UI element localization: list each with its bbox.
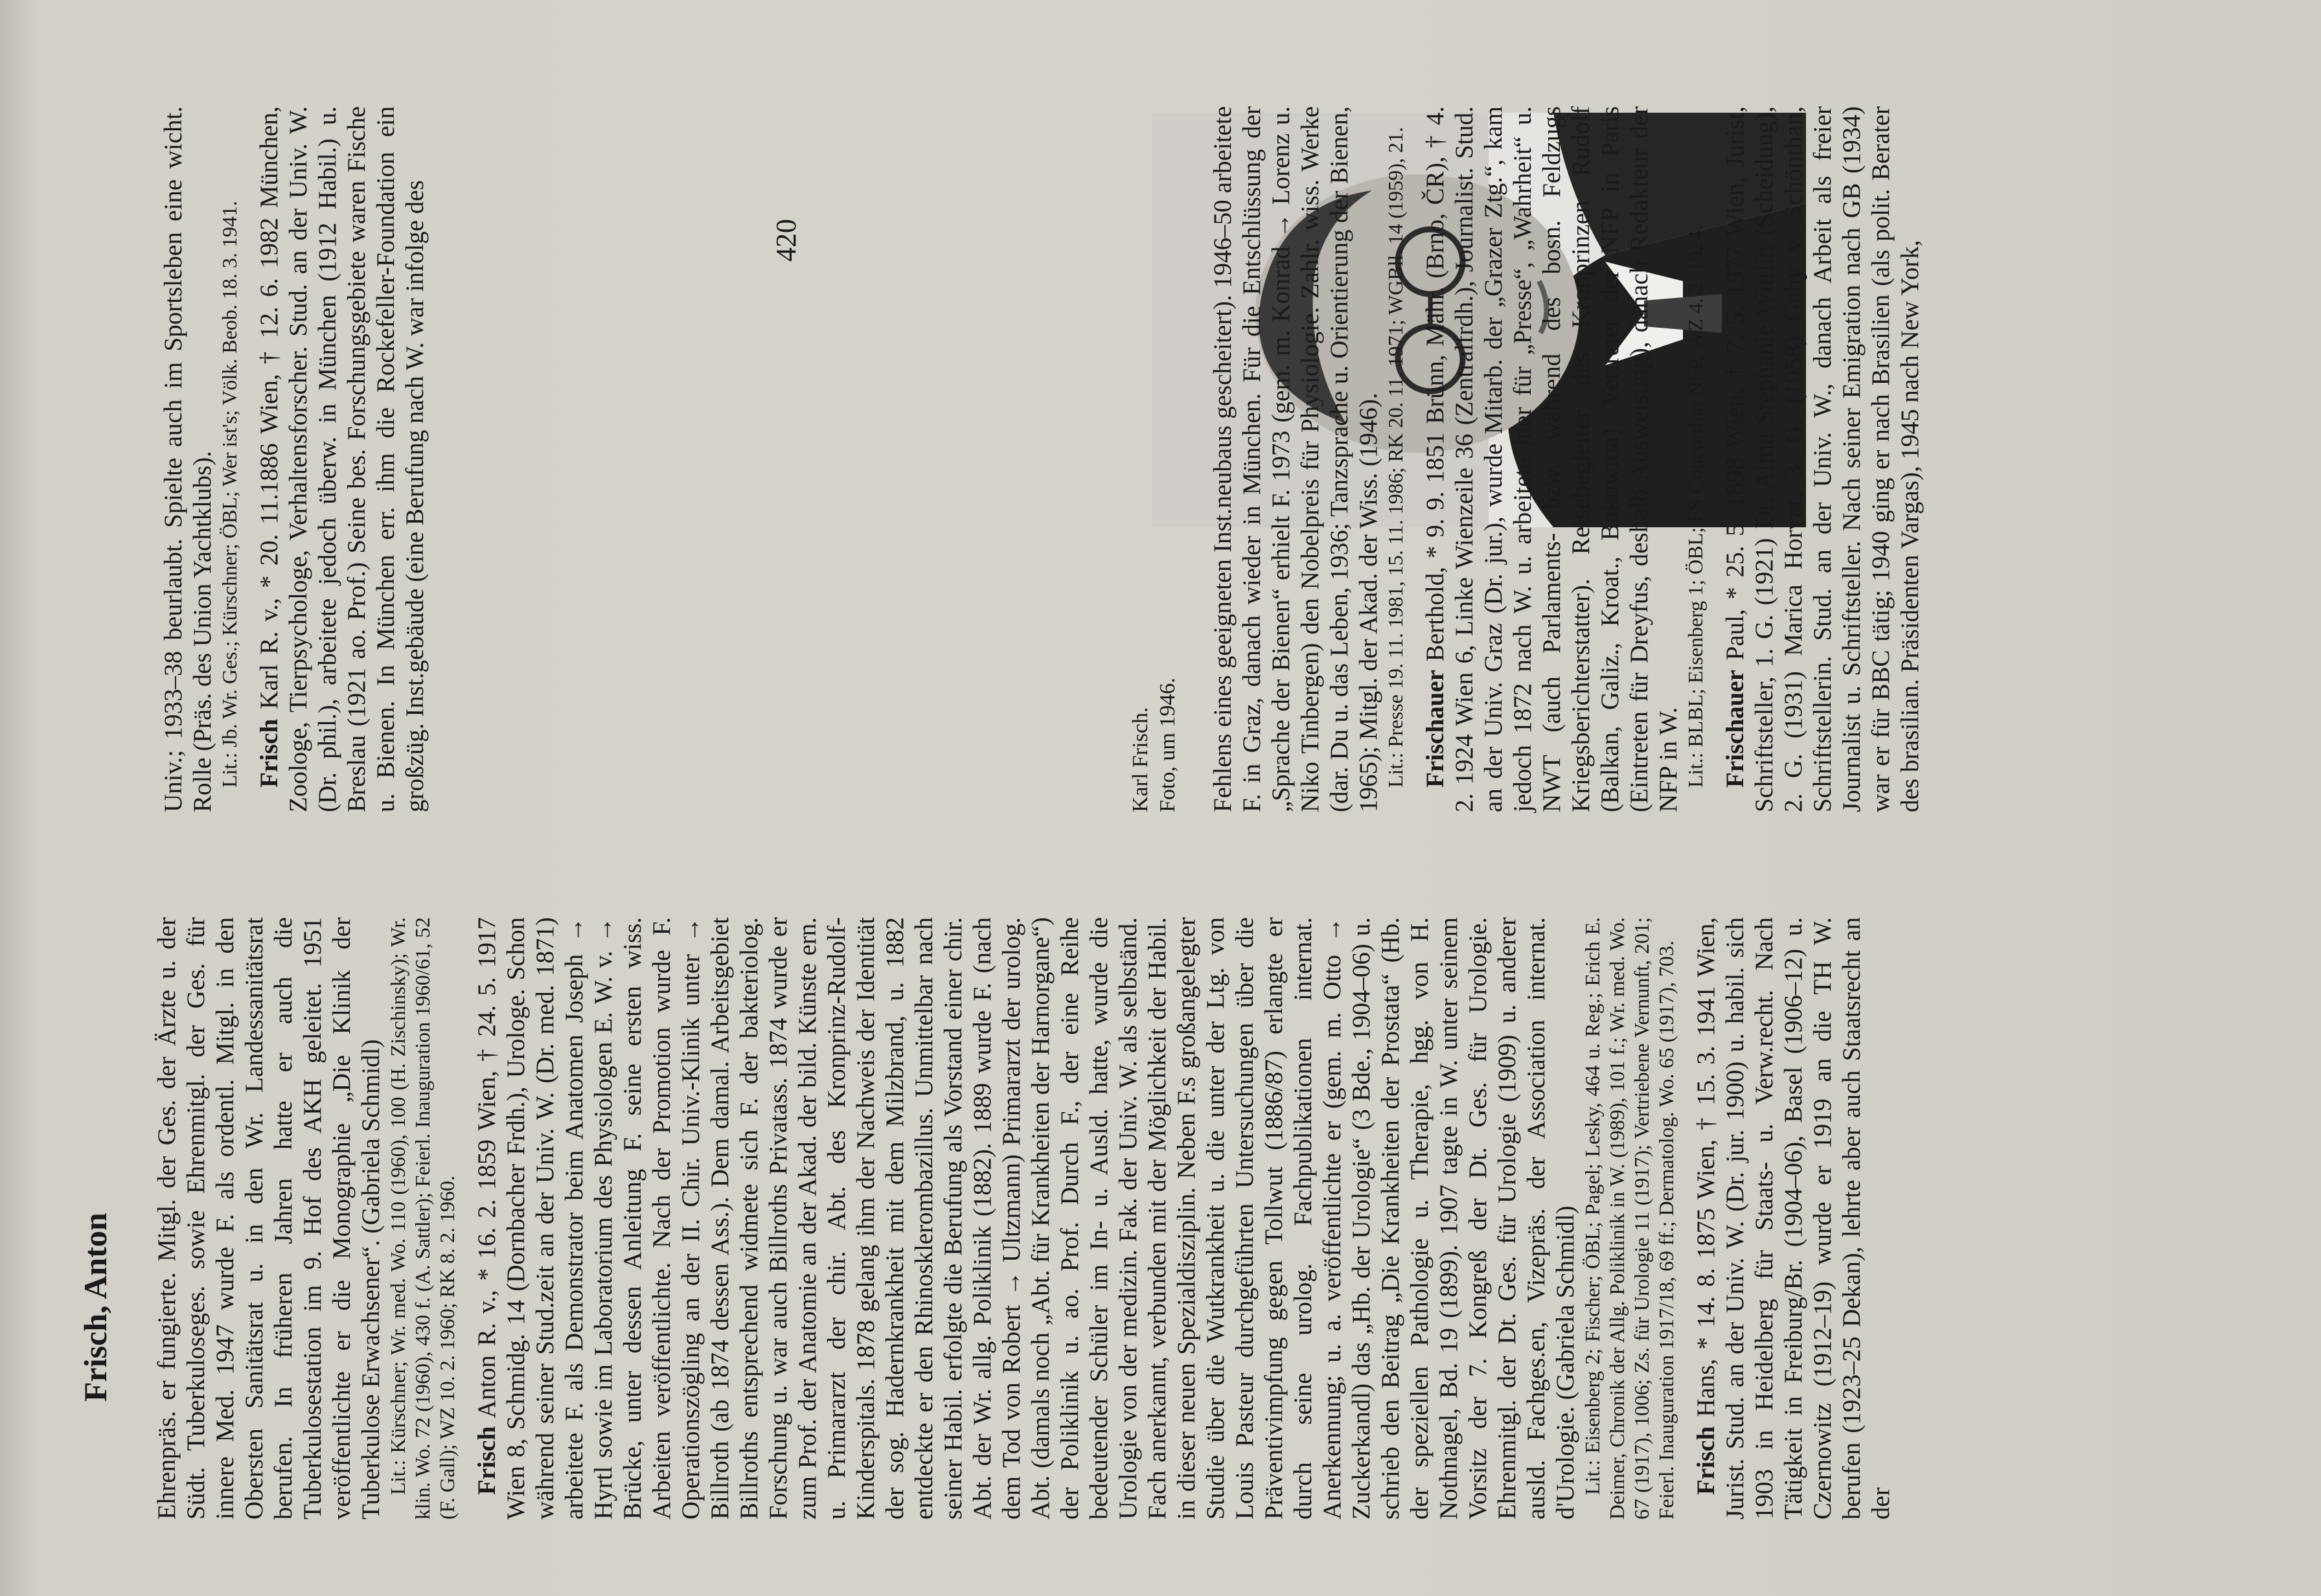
- entry-text: Hans, * 14. 8. 1875 Wien, † 15. 3. 1941 Wien, Jurist. Stud. an der Univ. W. (Dr. jur. 1900) u. habil. sich 1903 in Heidelberg für Staats- u. Verw.recht. Nach Tätigkeit in Freiburg/Br. (1904–06), Basel (1906–12) u. Czernowitz (1912–19) wurde er 1919 an die TH W. berufen (1923–25 Dekan), lehrte aber auch Staatsrecht an der: [1692, 917, 1895, 1520]
- literature-note: Lit.: Eisenberg 2; Fischer; ÖBL; Pagel; Lesky, 464 u. Reg.; Erich E. Deimer, Chronik der Allg. Poliklinik in W. (1989), 101 f.; Wr. med. Wo. 67 (1917), 1006; Zs. für Urologie 11 (1917); Vertriebene Vernunft, 201; Feierl. Inauguration 1917/18, 69 ff.; Dermatolog. Wo. 65 (1917), 703.: [1581, 917, 1678, 1520]
- caption-line: Foto, um 1946.: [1156, 678, 1180, 812]
- page-number: 420: [770, 219, 802, 262]
- entry-anton-frisch: [472, 917, 1580, 1520]
- entry-berthold-frischauer: [1421, 106, 1683, 812]
- literature-note: Lit.: BLBL; Eisenberg 1; ÖBL; FS Concordia; NFP, WZ 4. 2. 1924.: [1684, 225, 1707, 788]
- literature-note: Lit.: Kürschner; Wr. med. Wo. 110 (1960), 100 (H. Zischinsky); Wr. klin. Wo. 72 (1960), 430 f. (A. Sattler); Feierl. Inauguration 1960/61, 52 (F. Gall); WZ 10. 2. 1960; RK 8. 2. 1960.: [386, 917, 459, 1520]
- entry-paul-frischauer: [1721, 106, 1925, 812]
- entry-headword: Frisch: [1692, 1426, 1720, 1495]
- paragraph: Ehrenpräs. er fungierte. Mitgl. der Ges. der Ärzte u. der Südt. Tuberkuloseges. sowie Ehrenmitgl. der Ges. für innere Med. 1947 wurde F. als ordentl. Mitgl. in den Obersten Sanitätsrat u. in den Wr. Landessanitätsrat berufen. In früheren Jahren hatte er auch die Tuberkulosestation im 9. Hof des AKH geleitet. 1951 veröffentlichte er die Monographie „Die Klinik der Tuberkulose Erwachsener“. (Gabriela Schmidl): [153, 917, 385, 1520]
- paragraph: Fehlens eines geeigneten Inst.neubaus gescheitert). 1946–50 arbeitete F. in Graz, danach wieder in München. Für die Entschlüssung der „Sprache der Bienen“ erhielt F. 1973 (gem. m. Konrad → Lorenz u. Niko Tinbergen) den Nobelpreis für Physiologie. Zahlr. wiss. Werke (dar. Du u. das Leben, 1936; Tanzsprache u. Orientierung der Bienen, 1965); Mitgl. der Akad. der Wiss. (1946).: [1209, 106, 1382, 812]
- paragraph: Univ.; 1933–38 beurlaubt. Spielte auch im Sportsleben eine wicht. Rolle (Präs. des Union Yachtklubs).: [159, 106, 216, 812]
- right-column-bottom: [1208, 106, 1925, 812]
- literature-note: Lit.: Presse 19. 11. 1981, 15. 11. 1986; RK 20. 11. 1971; WGBll. 14 (1959), 21.: [1384, 127, 1407, 788]
- caption-line: Karl Frisch.: [1128, 707, 1152, 812]
- photo-caption: [1127, 540, 1182, 812]
- entry-text: Paul, * 25. 5. 1898 Wien, † 7. 5. 1977 Wien, Jurist, Schriftsteller, 1. G. (1921) Dr. Alma Stephanie Wittlin (Scheidung), 2. G. (1931) Marica Horvat, 3. G. (1958) Gaby v. Schönthan, Schriftstellerin. Stud. an der Univ. W., danach Arbeit als freier Journalist u. Schriftsteller. Nach seiner Emigration nach GB (1934) war er für BBC tätig; 1940 ging er nach Brasilien (als polit. Berater des brasilian. Präsidenten Vargas), 1945 nach New York,: [1721, 106, 1924, 812]
- entry-karl-frisch: [255, 106, 429, 812]
- entry-headword: Frisch: [473, 1426, 501, 1495]
- entry-text: Karl R. v., * 20. 11.1886 Wien, † 12. 6. 1982 München, Zoologe, Tierpsychologe, Verhaltensforscher. Stud. an der Univ. W. (Dr. phil.), arbeitete jedoch überw. in München (1912 Habil.) u. Breslau (1921 ao. Prof.) Seine bes. Forschungsgebiete waren Fische u. Bienen. In München err. ihm die Rockefeller-Foundation ein großzüg. Inst.gebäude (eine Berufung nach W. war infolge des: [255, 106, 429, 812]
- entry-headword: Frisch: [255, 718, 283, 788]
- entry-text: Anton R. v., * 16. 2. 1859 Wien, † 24. 5. 1917 Wien 8, Schmidg. 14 (Dornbacher Frdh.), Urologe. Schon während seiner Stud.zeit an der Univ. W. (Dr. med. 1871) arbeitete F. als Demonstrator beim Anatomen Joseph → Hyrtl sowie im Laboratorium des Physiologen E. W. v. → Brücke, unter dessen Anleitung F. seine ersten wiss. Arbeiten veröffentlichte. Nach der Promotion wurde F. Operationszögling an der II. Chir. Univ.-Klinik unter → Billroth (ab 1874 dessen Ass.). Dem damal. Arbeitsgebiet Billroths entsprechend widmete sich F. der bakteriolog. Forschung u. war auch Billroths Privatass. 1874 wurde er zum Prof. der Anatomie an der Akad. der bild. Künste ern. u. Primararzt der chir. Abt. des Kronprinz-Rudolf-Kinderspitals. 1878 gelang ihm der Nachweis der Identität der sog. Hadernkrankheit mit dem Milzbrand, u. 1882 entdeckte er den Rhinosklerombazillus. Unmittelbar nach seiner Habil. erfolgte die Berufung als Vorstand einer chir. Abt. der Wr. allg. Poliklinik (1882). 1889 wurde F. (nach dem Tod von Robert → Ultzmann) Primararzt der urolog. Abt. (damals noch „Abt. für Krankheiten der Harnorgane“) der Poliklinik u. ao. Prof. Durch F., der eine Reihe bedeutender Schüler im In- u. Ausld. hatte, wurde die Urologie von der medizin. Fak. der Univ. W. als selbständ. Fach anerkannt, verbunden mit der Möglichkeit der Habil. in dieser neuen Spezialdisziplin. Neben F.s großangelegter Studie über die Wutkrankheit u. die unter der Ltg. von Louis Pasteur durchgeführten Untersuchungen über die Präventivimpfung gegen Tollwut (1886/87) erlangte er durch seine urolog. Fachpublikationen internat. Anerkennung; u. a. veröffentlichte er (gem. m. Otto → Zuckerkandl) das „Hb. der Urologie“ (3 Bde., 1904–06) u. schrieb den Beitrag „Die Krankheiten der Prostata“ (Hb. der speziellen Pathologie u. Therapie, hgg. von H. Nothnagel, Bd. 19 (1899). 1907 tagte in W. unter seinem Vorsitz der 7. Kongreß der Dt. Ges. für Urologie. Ehrenmitgl. der Dt. Ges. für Urologie (1909) u. anderer ausld. Fachges.en, Vizepräs. der Association internat. d'Urologie. (Gabriela Schmidl): [473, 917, 1579, 1520]
- entry-headword: Frischauer: [1721, 670, 1749, 788]
- entry-hans-frisch: [1691, 917, 1895, 1520]
- entry-headword: Frischauer: [1421, 670, 1449, 788]
- left-column: [152, 917, 1895, 1520]
- entry-text: Berthold, * 9. 9. 1851 Brünn, Mähr. (Brno, ČR), † 4. 2. 1924 Wien 6, Linke Wienzeile 36 (Zentralfrdh.), Journalist. Stud. an der Univ. Graz (Dr. jur.), wurde Mitarb. der „Grazer Ztg.“, kam jedoch 1872 nach W. u. arbeitete hier für „Presse“, „Wahrheit“ u. NWT (auch Parlaments- bzw. während des bosn. Feldzugs Kriegsberichterstatter). Reisebegleiter des Kronprinzen Rudolf (Balkan, Galiz., Kroat., Bukowina), Vertreter der NFP in Paris (Eintreten für Dreyfus, deshalb Ausweisung), danach Redakteur der NFP in W.: [1421, 106, 1682, 812]
- literature-note: Lit.: Jb. Wr. Ges.; Kürschner; ÖBL; Wer ist's; Völk. Beob. 18. 3. 1941.: [218, 201, 241, 788]
- running-header: Frisch, Anton: [77, 1213, 113, 1402]
- right-column-top: [159, 106, 429, 812]
